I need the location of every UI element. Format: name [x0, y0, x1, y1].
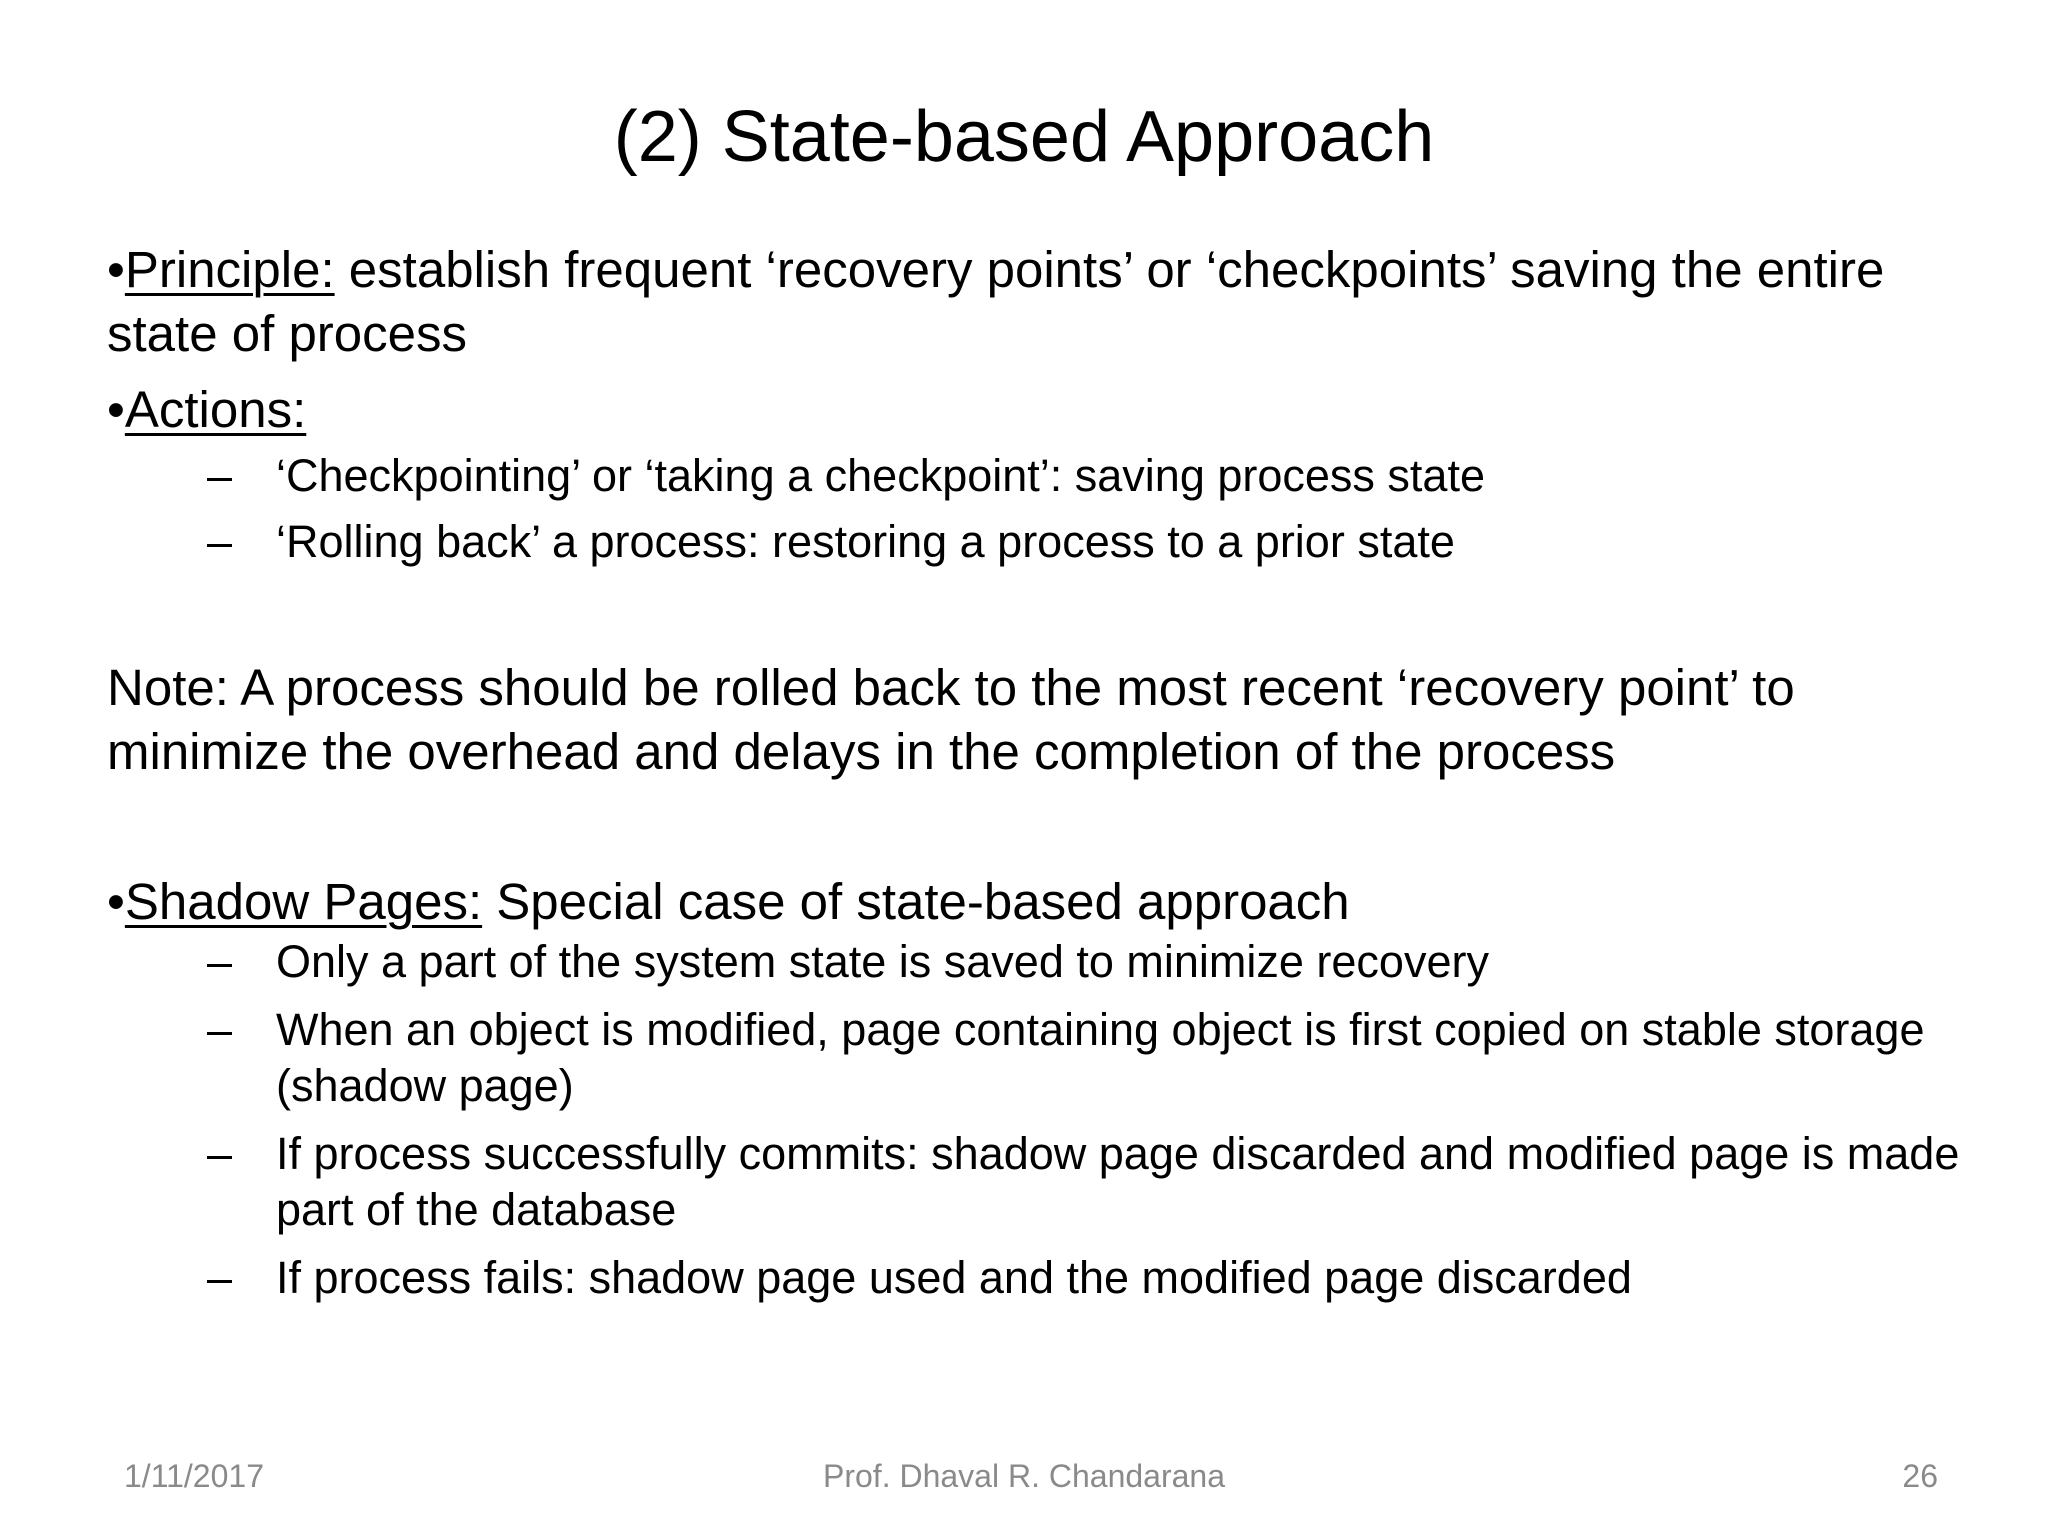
list-item — [107, 934, 1987, 990]
shadow-item-text: If process fails: shadow page used and the modified page discarded — [276, 1252, 1632, 1303]
list-item — [107, 514, 1987, 570]
footer-date: 1/11/2017 — [124, 1458, 264, 1494]
dash-marker: – — [207, 450, 233, 501]
bullet-marker: • — [107, 873, 125, 930]
footer-author: Prof. Dhaval R. Chandarana — [823, 1458, 1225, 1494]
list-item — [107, 1250, 1987, 1306]
actions-bullet — [107, 378, 1987, 442]
slide-body — [107, 238, 1987, 1306]
dash-marker: – — [207, 1252, 233, 1303]
shadow-pages-bullet — [107, 870, 1987, 934]
shadow-pages-list — [107, 934, 1987, 1306]
principle-label: Principle: — [124, 241, 335, 298]
actions-list — [107, 448, 1987, 570]
bullet-marker: • — [107, 241, 125, 298]
actions-label: Actions: — [124, 381, 307, 438]
dash-marker: – — [207, 936, 233, 987]
shadow-item-text: If process successfully commits: shadow page discarded and modified page is made part of the database — [276, 1128, 1960, 1235]
shadow-item-text: When an object is modified, page containing object is first copied on stable storage (shadow page) — [276, 1004, 1925, 1111]
list-item — [107, 1002, 1987, 1114]
shadow-item-text: Only a part of the system state is saved to minimize recovery — [276, 936, 1489, 987]
principle-text: establish frequent ‘recovery points’ or ‘checkpoints’ saving the entire state of process — [107, 241, 1885, 362]
list-item — [107, 1126, 1987, 1238]
actions-item-text: ‘Rolling back’ a process: restoring a process to a prior state — [276, 516, 1455, 567]
dash-marker: – — [207, 516, 233, 567]
bullet-marker: • — [107, 381, 125, 438]
list-item — [107, 448, 1987, 504]
dash-marker: – — [207, 1004, 233, 1055]
actions-item-text: ‘Checkpointing’ or ‘taking a checkpoint’: saving process state — [276, 450, 1485, 501]
principle-bullet — [107, 238, 1987, 366]
slide-title: (2) State-based Approach — [613, 97, 1435, 178]
shadow-pages-label: Shadow Pages: — [124, 873, 483, 930]
note-text: Note: A process should be rolled back to the most recent ‘recovery point’ to minimize the overhead and delays in the completion of the process — [107, 659, 1795, 780]
dash-marker: – — [207, 1128, 233, 1179]
shadow-pages-text: Special case of state-based approach — [482, 873, 1350, 930]
footer-page-number: 26 — [1902, 1458, 1938, 1494]
